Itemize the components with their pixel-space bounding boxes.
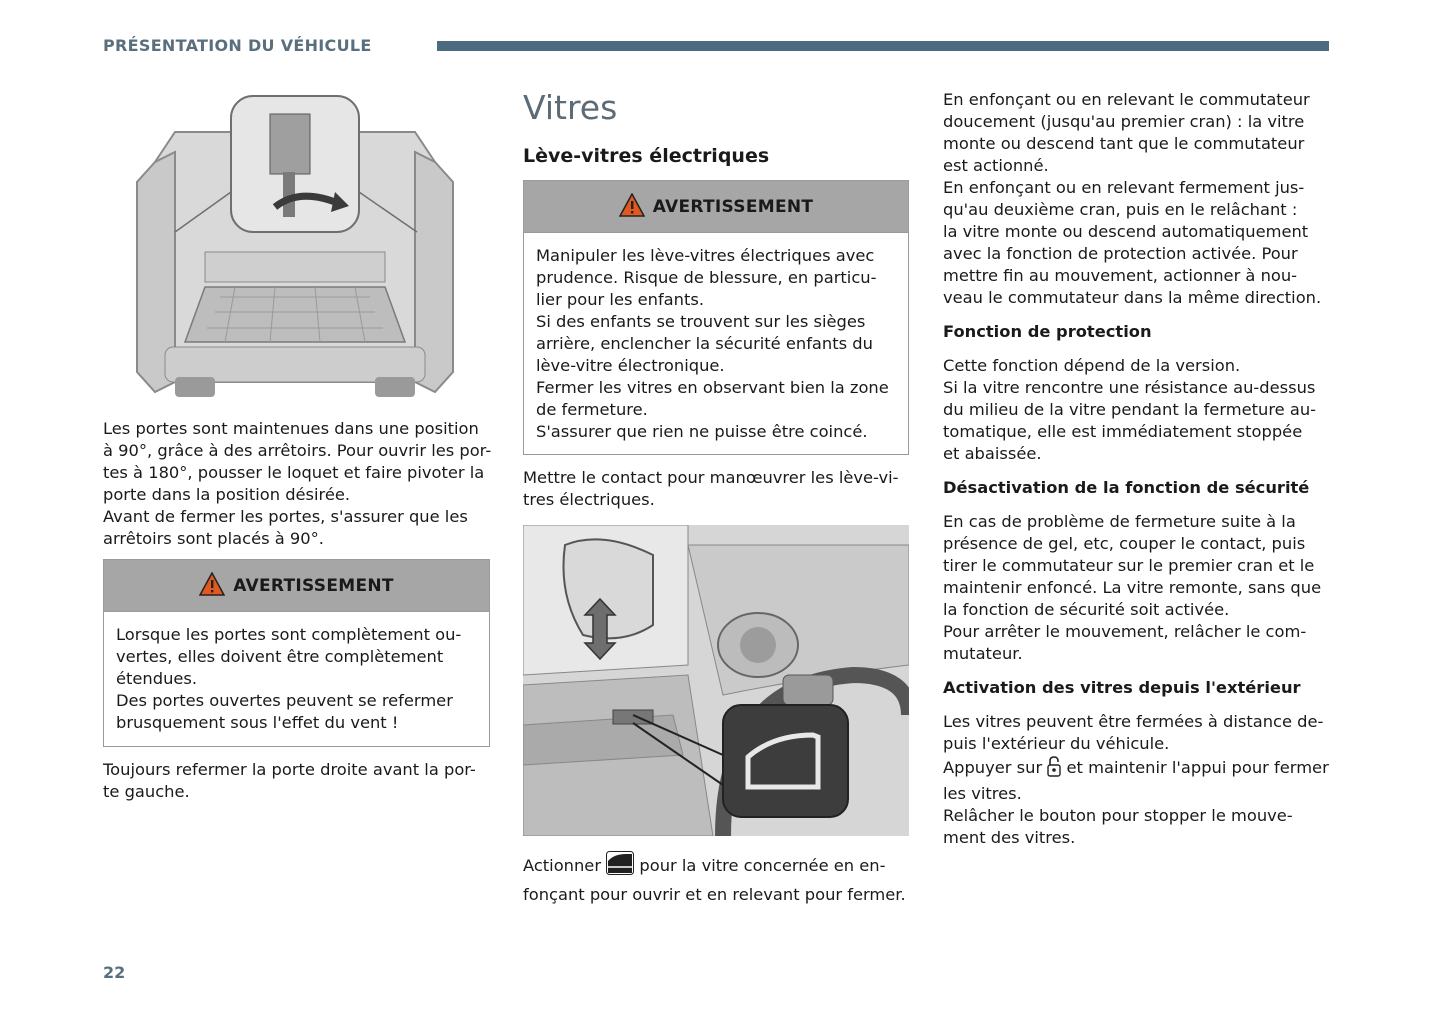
appuyer-suffix: et maintenir l'appui pour fermer [1066, 758, 1329, 777]
text-line: monte ou descend tant que le commutateur [943, 134, 1305, 153]
switch-paragraph [943, 89, 1333, 309]
warning-header [524, 181, 908, 233]
warning-body [104, 612, 489, 744]
window-switch-illustration [523, 525, 909, 836]
text-line: Relâcher le bouton pour stopper le mouve- [943, 806, 1293, 825]
text-line: avec la fonction de protection activée. Pour [943, 244, 1298, 263]
text-line: puis l'extérieur du véhicule. [943, 734, 1170, 753]
actionner-paragraph [523, 851, 909, 906]
text-line: et abaissée. [943, 444, 1042, 463]
subheading: Lève-vitres électriques [523, 145, 770, 167]
header-bar [437, 41, 1329, 51]
text-line: est actionné. [943, 156, 1049, 175]
text-line: Mettre le contact pour manœuvrer les lève-vi- [523, 468, 899, 487]
text-line: Lorsque les portes sont complètement ou- [116, 625, 462, 644]
doors-closing-paragraph [103, 759, 490, 803]
page-number: 22 [103, 963, 126, 982]
exterior-activation-end [943, 783, 1333, 849]
text-line: te gauche. [103, 782, 190, 801]
text-line: étendues. [116, 669, 198, 688]
deactivation-paragraph [943, 511, 1333, 665]
section-title: PRÉSENTATION DU VÉHICULE [103, 36, 372, 55]
text-line: brusquement sous l'effet du vent ! [116, 713, 399, 732]
windows-warning-box [523, 180, 909, 455]
text-line: S'assurer que rien ne puisse être coincé. [536, 422, 868, 441]
padlock-icon [1047, 755, 1061, 783]
text-line: arrière, enclencher la sécurité enfants du [536, 334, 873, 353]
doors-paragraph [103, 418, 490, 550]
text-line: les vitres. [943, 784, 1022, 803]
text-line: tirer le commutateur sur le premier cran et le [943, 556, 1315, 575]
text-line: lier pour les enfants. [536, 290, 705, 309]
text-line: mutateur. [943, 644, 1023, 663]
page-heading: Vitres [523, 88, 618, 127]
actionner-prefix: Actionner [523, 856, 602, 875]
text-line: vertes, elles doivent être complètement [116, 647, 444, 666]
doors-warning-box [103, 559, 490, 747]
warning-triangle-icon [619, 193, 645, 221]
column-right [943, 89, 1333, 849]
text-line: doucement (jusqu'au premier cran) : la vitre [943, 112, 1305, 131]
text-line: ment des vitres. [943, 828, 1076, 847]
text-line: Fermer les vitres en observant bien la zone [536, 378, 889, 397]
text-line: Des portes ouvertes peuvent se refermer [116, 691, 453, 710]
text-line: qu'au deuxième cran, puis en le relâchant : [943, 200, 1298, 219]
protection-paragraph [943, 355, 1333, 465]
warning-title: AVERTISSEMENT [652, 196, 814, 217]
text-line: maintenir enfoncé. La vitre remonte, sans que [943, 578, 1322, 597]
text-line: lève-vitre électronique. [536, 356, 725, 375]
protection-heading: Fonction de protection [943, 322, 1152, 341]
text-line: Les portes sont maintenues dans une position [103, 419, 479, 438]
text-line: la fonction de sécurité soit activée. [943, 600, 1230, 619]
text-line: Pour arrêter le mouvement, relâcher le com- [943, 622, 1307, 641]
text-line: tes à 180°, pousser le loquet et faire pivoter la [103, 463, 485, 482]
text-line: Si des enfants se trouvent sur les sièges [536, 312, 866, 331]
warning-header [104, 560, 489, 612]
text-line: tres électriques. [523, 490, 655, 509]
window-switch-icon [606, 851, 634, 881]
ignition-paragraph [523, 467, 909, 511]
text-line: Si la vitre rencontre une résistance au-dessus [943, 378, 1316, 397]
text-line: tomatique, elle est immédiatement stoppée [943, 422, 1303, 441]
actionner-suffix: pour la vitre concernée en en- [639, 856, 886, 875]
text-line: En enfonçant ou en relevant fermement jus- [943, 178, 1305, 197]
text-line: veau le commutateur dans la même direction. [943, 288, 1322, 307]
exterior-activation-heading: Activation des vitres depuis l'extérieur [943, 678, 1301, 697]
text-line: du milieu de la vitre pendant la fermeture au- [943, 400, 1317, 419]
text-line: Avant de fermer les portes, s'assurer que les [103, 507, 468, 526]
actionner-line2: fonçant pour ouvrir et en relevant pour fermer. [523, 885, 906, 904]
text-line: Manipuler les lève-vitres électriques avec [536, 246, 875, 265]
text-line: à 90°, grâce à des arrêtoirs. Pour ouvrir les por- [103, 441, 492, 460]
text-line: Cette fonction dépend de la version. [943, 356, 1241, 375]
warning-body [524, 233, 908, 453]
van-rear-doors-illustration [135, 92, 455, 400]
text-line: mettre fin au mouvement, actionner à nou- [943, 266, 1298, 285]
text-line: En cas de problème de fermeture suite à la [943, 512, 1296, 531]
text-line: porte dans la position désirée. [103, 485, 351, 504]
exterior-activation-paragraph [943, 711, 1333, 755]
text-line: prudence. Risque de blessure, en particu- [536, 268, 877, 287]
text-line: Les vitres peuvent être fermées à distance de- [943, 712, 1324, 731]
appuyer-prefix: Appuyer sur [943, 758, 1043, 777]
appuyer-line [943, 755, 1333, 783]
text-line: Toujours refermer la porte droite avant la por- [103, 760, 476, 779]
actionner-line1 [523, 851, 909, 881]
column-left [103, 418, 490, 550]
text-line: En enfonçant ou en relevant le commutateur [943, 90, 1310, 109]
text-line: la vitre monte ou descend automatiquement [943, 222, 1309, 241]
warning-triangle-icon [199, 572, 225, 600]
text-line: arrêtoirs sont placés à 90°. [103, 529, 324, 548]
text-line: présence de gel, etc, couper le contact, puis [943, 534, 1306, 553]
deactivation-heading: Désactivation de la fonction de sécurité [943, 478, 1310, 497]
warning-title: AVERTISSEMENT [233, 575, 394, 596]
text-line: de fermeture. [536, 400, 648, 419]
